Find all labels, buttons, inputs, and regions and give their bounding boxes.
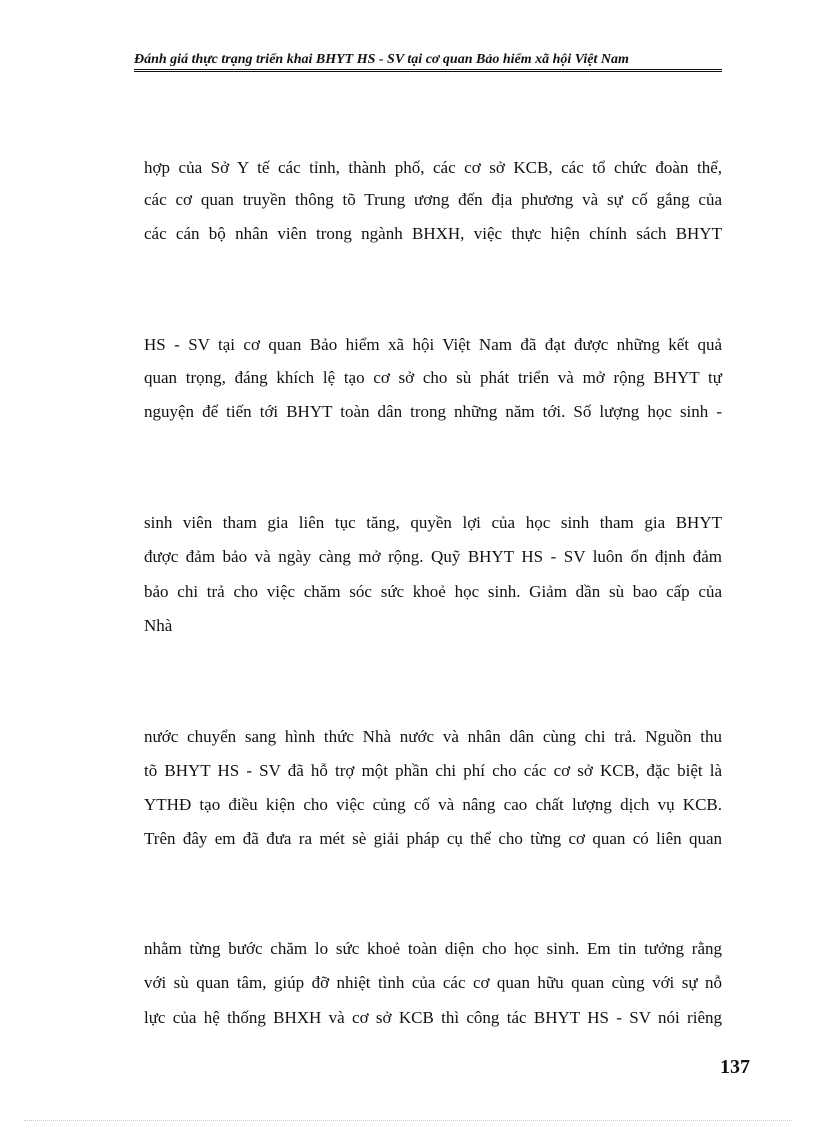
body-line: YTHĐ tạo điều kiện cho việc củng cố và nâng cao chất lượng dịch vụ KCB. <box>144 795 722 814</box>
header-rule <box>134 69 722 72</box>
body-line: nhằm từng bước chăm lo sức khoẻ toàn diện cho học sinh. Em tin tưởng rằng <box>144 939 722 958</box>
body-line: các cán bộ nhân viên trong ngành BHXH, việc thực hiện chính sách BHYT <box>144 224 722 243</box>
body-line: nước chuyển sang hình thức Nhà nước và nhân dân cùng chi trả. Nguồn thu <box>144 727 722 746</box>
running-header: Đánh giá thực trạng triển khai BHYT HS - SV tại cơ quan Bảo hiểm xã hội Việt Nam <box>134 52 629 67</box>
body-line: tõ BHYT HS - SV đã hỗ trợ một phần chi phí cho các cơ sở KCB, đặc biệt là <box>144 761 722 780</box>
body-line: hợp của Sở Y tế các tỉnh, thành phố, các cơ sở KCB, các tổ chức đoàn thể, <box>144 158 722 177</box>
body-line: lực của hệ thống BHXH và cơ sở KCB thì công tác BHYT HS - SV nói riêng <box>144 1008 722 1027</box>
body-line: quan trọng, đáng khích lệ tạo cơ sở cho sù phát triển và mở rộng BHYT tự <box>144 368 722 387</box>
body-line: bảo chi trả cho việc chăm sóc sức khoẻ học sinh. Giảm dần sù bao cấp của <box>144 582 722 601</box>
page-bottom-divider <box>24 1120 792 1121</box>
body-line: được đảm bảo và ngày càng mở rộng. Quỹ BHYT HS - SV luôn ổn định đảm <box>144 547 722 566</box>
body-line: HS - SV tại cơ quan Bảo hiểm xã hội Việt Nam đã đạt được những kết quả <box>144 335 722 354</box>
body-line: sinh viên tham gia liên tục tăng, quyền lợi của học sinh tham gia BHYT <box>144 513 722 532</box>
body-line: Nhà <box>144 616 173 635</box>
page-number: 137 <box>720 1056 750 1078</box>
body-line: Trên đây em đã đưa ra mét sè giải pháp cụ thể cho từng cơ quan có liên quan <box>144 829 722 848</box>
body-line: với sù quan tâm, giúp đỡ nhiệt tình của các cơ quan hữu quan cùng với sự nỗ <box>144 973 722 992</box>
body-line: nguyện để tiến tới BHYT toàn dân trong những năm tới. Số lượng học sinh - <box>144 402 722 421</box>
body-line: các cơ quan truyền thông tõ Trung ương đến địa phương và sự cố gắng của <box>144 190 722 209</box>
